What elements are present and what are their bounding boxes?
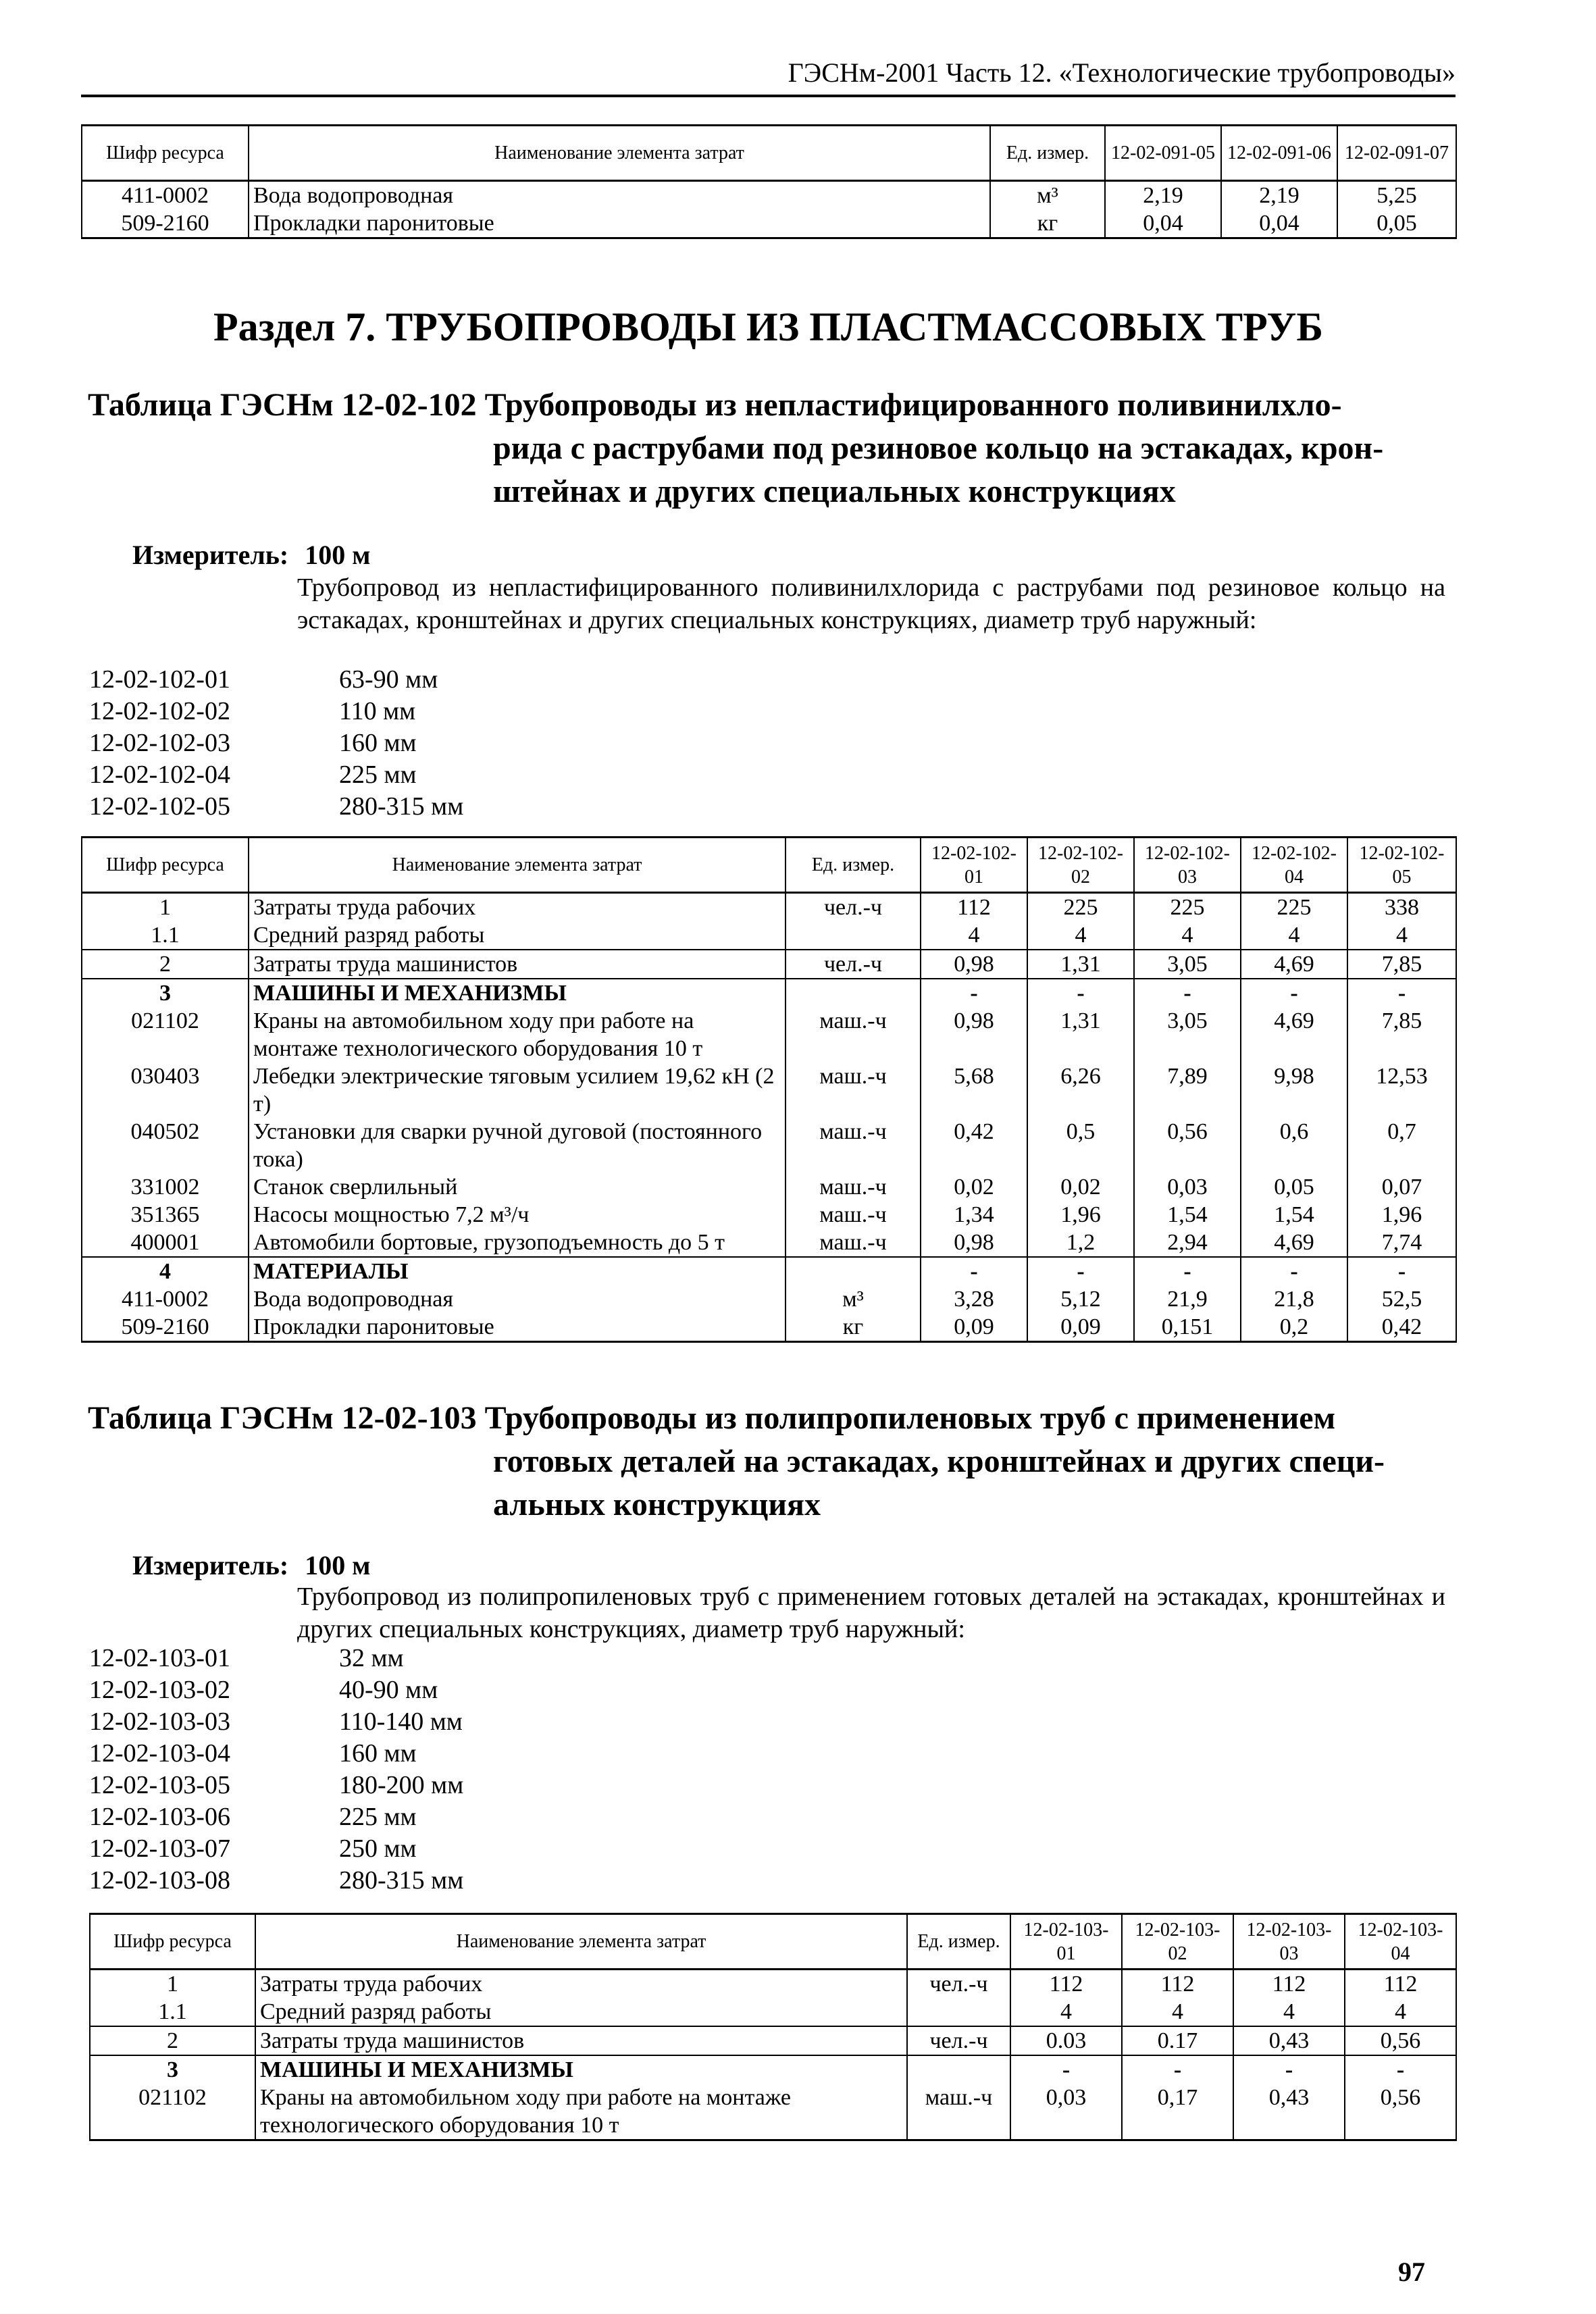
cell-value: 0,02 [1027,1173,1134,1201]
cell-value: 4 [1122,1998,1233,2026]
header-col: 12-02-103-04 [1345,1914,1456,1970]
cell-value: - [1241,1257,1347,1285]
header-col: 12-02-103-03 [1233,1914,1345,1970]
cell-code: 2 [82,950,249,979]
header-unit: Ед. измер. [990,126,1105,181]
header-col: 12-02-091-07 [1337,126,1456,181]
cell-value: 3,05 [1134,950,1241,979]
cell-value: 4 [1347,921,1456,950]
cell-value: 0,42 [921,1118,1027,1173]
cell-value: 1,34 [921,1201,1027,1229]
code: 12-02-102-03 [89,729,230,757]
cell-name: Затраты труда рабочих [249,893,786,922]
cell-unit: маш.-ч [786,1173,921,1201]
table-row [82,1257,1456,1285]
code-value: 110 мм [339,697,416,725]
cell-name: Краны на автомобильном ходу при работе на монтаже технологического оборудования 10 т [255,2084,907,2140]
cell-value: 21,9 [1134,1285,1241,1313]
header-col: 12-02-091-05 [1105,126,1221,181]
cell-value: 1,54 [1134,1201,1241,1229]
cell-code: 4 [82,1257,249,1285]
cell-value: - [1010,2055,1122,2084]
cell-value: 52,5 [1347,1285,1456,1313]
cell-value: 112 [1345,1970,1456,1999]
code-row [89,1674,463,1706]
header-col: 12-02-103-01 [1010,1914,1122,1970]
table-091 [81,124,1457,239]
cell-value: 0,03 [1134,1173,1241,1201]
cell-unit: чел.-ч [786,950,921,979]
cell-value: 0,09 [921,1313,1027,1342]
code-row [89,727,463,759]
header-col: 12-02-102-01 [921,838,1027,893]
table-row [82,1173,1456,1201]
cell-value: - [1347,1257,1456,1285]
code-row [89,791,463,823]
code-value: 280-315 мм [339,792,464,821]
code-row [89,1643,463,1674]
table-102-title [88,384,1459,513]
table-row [82,1285,1456,1313]
code: 12-02-103-02 [89,1676,230,1704]
cell-name: Затраты труда машинистов [255,2026,907,2055]
cell-value: 0,04 [1105,209,1221,238]
cell-value: 0,56 [1134,1118,1241,1173]
table-row [90,2084,1456,2140]
code: 12-02-103-03 [89,1707,230,1736]
cell-value: - [1345,2055,1456,2084]
cell-value: 0,03 [1010,2084,1122,2140]
cell-name: МАШИНЫ И МЕХАНИЗМЫ [249,979,786,1007]
table-row [82,1118,1456,1173]
header-col: 12-02-102-05 [1347,838,1456,893]
cell-value: 0,98 [921,1229,1027,1257]
cell-code: 331002 [82,1173,249,1201]
table-title-line: рида с раструбами под резиновое кольцо на эстакадах, крон- [493,430,1384,466]
cell-value: 3,05 [1134,1007,1241,1062]
cell-unit: чел.-ч [907,2026,1010,2055]
cell-name: Средний разряд работы [255,1998,907,2026]
cell-value: - [921,1257,1027,1285]
cell-value: 4 [1345,1998,1456,2026]
table-row [82,1201,1456,1229]
cell-name: Автомобили бортовые, грузоподъемность до 5 т [249,1229,786,1257]
table-row [82,979,1456,1007]
cell-value: 112 [1010,1970,1122,1999]
code-row [89,1770,463,1801]
header-col: 12-02-091-06 [1221,126,1337,181]
cell-value: 4,69 [1241,1229,1347,1257]
cell-value: 7,89 [1134,1062,1241,1118]
cell-unit: маш.-ч [786,1118,921,1173]
cell-value: 112 [1122,1970,1233,1999]
cell-value: - [1134,1257,1241,1285]
cell-value: 5,12 [1027,1285,1134,1313]
table-row [82,181,1456,210]
code: 12-02-102-04 [89,761,230,789]
cell-unit: м³ [990,181,1105,210]
cell-name: Лебедки электрические тяговым усилием 19,62 кН (2 т) [249,1062,786,1118]
table-title-line: Таблица ГЭСНм 12-02-102 Трубопроводы из непластифицированного поливинилхло- [88,387,1342,423]
cell-value: 4 [1241,921,1347,950]
cell-name: Затраты труда рабочих [255,1970,907,1999]
cell-unit [786,979,921,1007]
measurer [132,539,370,571]
cell-value: 21,8 [1241,1285,1347,1313]
code: 12-02-102-05 [89,792,230,821]
cell-code: 411-0002 [82,181,249,210]
table-row [90,1970,1456,1999]
cell-value: 0.17 [1122,2026,1233,2055]
cell-value: 0,07 [1347,1173,1456,1201]
header-name: Наименование элемента затрат [249,126,990,181]
cell-unit [786,1257,921,1285]
code-value: 160 мм [339,1739,417,1768]
cell-unit: м³ [786,1285,921,1313]
table-row [82,950,1456,979]
cell-value: 1,96 [1347,1201,1456,1229]
table-row [90,1998,1456,2026]
cell-value: - [921,979,1027,1007]
cell-code: 509-2160 [82,1313,249,1342]
table-header-row [90,1914,1456,1970]
code-value: 32 мм [339,1644,404,1672]
cell-value: - [1347,979,1456,1007]
cell-value: - [1241,979,1347,1007]
cell-code: 1.1 [90,1998,255,2026]
table-103 [89,1913,1457,2141]
table-row [82,921,1456,950]
cell-value: 4 [921,921,1027,950]
cell-value: 0,6 [1241,1118,1347,1173]
cell-value: 225 [1134,893,1241,922]
cell-value: 7,74 [1347,1229,1456,1257]
code: 12-02-103-01 [89,1644,230,1672]
cell-value: 4,69 [1241,1007,1347,1062]
cell-value: 0,2 [1241,1313,1347,1342]
cell-value: 112 [921,893,1027,922]
cell-value: 2,19 [1221,181,1337,210]
table-row [82,1062,1456,1118]
cell-value: 0,02 [921,1173,1027,1201]
cell-value: 0,43 [1233,2026,1345,2055]
header-col: 12-02-102-04 [1241,838,1347,893]
cell-name: Насосы мощностью 7,2 м³/ч [249,1201,786,1229]
code: 12-02-103-05 [89,1771,230,1799]
cell-name: Средний разряд работы [249,921,786,950]
cell-value: 3,28 [921,1285,1027,1313]
table-row [82,209,1456,238]
code: 12-02-102-01 [89,665,230,694]
code-value: 110-140 мм [339,1707,463,1736]
cell-value: 2,94 [1134,1229,1241,1257]
code-value: 180-200 мм [339,1771,464,1799]
cell-code: 351365 [82,1201,249,1229]
code-row [89,1706,463,1738]
cell-code: 1 [90,1970,255,1999]
table-body [90,1970,1456,2140]
cell-value: 4,69 [1241,950,1347,979]
cell-value: 0.03 [1010,2026,1122,2055]
code-row [89,1738,463,1770]
cell-value: - [1134,979,1241,1007]
cell-code: 1.1 [82,921,249,950]
cell-value: 5,25 [1337,181,1456,210]
cell-name: МАШИНЫ И МЕХАНИЗМЫ [255,2055,907,2084]
header-unit: Ед. измер. [786,838,921,893]
cell-value: 1,31 [1027,950,1134,979]
cell-code: 3 [90,2055,255,2084]
cell-name: Вода водопроводная [249,1285,786,1313]
cell-unit: маш.-ч [907,2084,1010,2140]
cell-code: 021102 [82,1007,249,1062]
cell-value: 9,98 [1241,1062,1347,1118]
table-body [82,893,1456,1342]
measurer-value: 100 м [305,1550,371,1580]
code-value: 225 мм [339,761,417,789]
cell-code: 030403 [82,1062,249,1118]
cell-unit: маш.-ч [786,1229,921,1257]
code: 12-02-103-04 [89,1739,230,1768]
cell-name: МАТЕРИАЛЫ [249,1257,786,1285]
header-col: 12-02-102-03 [1134,838,1241,893]
cell-name: Прокладки паронитовые [249,1313,786,1342]
code: 12-02-102-02 [89,697,230,725]
cell-unit: маш.-ч [786,1062,921,1118]
cell-value: 1,2 [1027,1229,1134,1257]
cell-code: 400001 [82,1229,249,1257]
code-row [89,1801,463,1833]
table-header-row [82,126,1456,181]
cell-value: 0,5 [1027,1118,1134,1173]
header-unit: Ед. измер. [907,1914,1010,1970]
measurer [132,1549,370,1582]
table-row [82,893,1456,922]
cell-value: 0,17 [1122,2084,1233,2140]
cell-code: 3 [82,979,249,1007]
cell-unit [907,2055,1010,2084]
measurer-description: Трубопровод из полипропиленовых труб с применением готовых деталей на эстакадах, кронштейнах и других специальных конструкциях, диаметр труб наружный: [297,1583,1445,1643]
cell-value: 1,31 [1027,1007,1134,1062]
cell-code: 509-2160 [82,209,249,238]
code-value: 250 мм [339,1834,417,1863]
header-code: Шифр ресурса [82,838,249,893]
cell-unit: маш.-ч [786,1007,921,1062]
page-number: 97 [1398,2257,1425,2287]
header-name: Наименование элемента затрат [255,1914,907,1970]
cell-value: - [1027,979,1134,1007]
header-col: 12-02-103-02 [1122,1914,1233,1970]
table-row [82,1313,1456,1342]
measurer-label: Измеритель: [132,540,289,570]
code-value: 40-90 мм [339,1676,438,1704]
cell-value: 338 [1347,893,1456,922]
table-title-line: Таблица ГЭСНм 12-02-103 Трубопроводы из полипропиленовых труб с применением [88,1400,1336,1436]
cell-name: Прокладки паронитовые [249,209,990,238]
header-rule [81,95,1456,97]
cell-value: 0,42 [1347,1313,1456,1342]
cell-value: 0,04 [1221,209,1337,238]
cell-value: 4 [1134,921,1241,950]
cell-unit: маш.-ч [786,1201,921,1229]
cell-value: 7,85 [1347,950,1456,979]
running-header: ГЭСНм-2001 Часть 12. «Технологические трубопроводы» [788,57,1456,88]
table-title-line: альных конструкциях [493,1487,821,1522]
cell-value: 4 [1233,1998,1345,2026]
cell-code: 1 [82,893,249,922]
cell-value: 1,54 [1241,1201,1347,1229]
code-value: 160 мм [339,729,417,757]
cell-value: 0,43 [1233,2084,1345,2140]
code: 12-02-103-07 [89,1834,230,1863]
cell-code: 040502 [82,1118,249,1173]
cell-value: 0,56 [1345,2026,1456,2055]
table-header-row [82,838,1456,893]
cell-code: 411-0002 [82,1285,249,1313]
table-row [90,2055,1456,2084]
header-code: Шифр ресурса [82,126,249,181]
cell-value: 0,56 [1345,2084,1456,2140]
cell-value: - [1027,1257,1134,1285]
cell-unit: кг [786,1313,921,1342]
code: 12-02-103-06 [89,1803,230,1831]
table-row [90,2026,1456,2055]
cell-value: 225 [1027,893,1134,922]
cell-unit: чел.-ч [907,1970,1010,1999]
cell-value: 225 [1241,893,1347,922]
table-102 [81,836,1457,1343]
cell-value: - [1233,2055,1345,2084]
cell-name: Краны на автомобильном ходу при работе на монтаже технологического оборудования 10 т [249,1007,786,1062]
cell-value: 1,96 [1027,1201,1134,1229]
header-name: Наименование элемента затрат [249,838,786,893]
cell-code: 021102 [90,2084,255,2140]
code-value: 63-90 мм [339,665,438,694]
cell-value: 0,151 [1134,1313,1241,1342]
cell-value: 7,85 [1347,1007,1456,1062]
cell-value: 2,19 [1105,181,1221,210]
cell-unit: чел.-ч [786,893,921,922]
cell-name: Вода водопроводная [249,181,990,210]
code-value: 225 мм [339,1803,417,1831]
code: 12-02-103-08 [89,1866,230,1895]
cell-value: 0,98 [921,950,1027,979]
section-title: Раздел 7. ТРУБОПРОВОДЫ ИЗ ПЛАСТМАССОВЫХ ТРУБ [213,305,1324,349]
cell-value: 4 [1027,921,1134,950]
cell-unit: кг [990,209,1105,238]
cell-value: 4 [1010,1998,1122,2026]
table-title-line: штейнах и других специальных конструкциях [493,473,1176,509]
cell-value: 0,05 [1337,209,1456,238]
table-103-title [88,1397,1459,1526]
code-list [89,664,463,823]
cell-name: Установки для сварки ручной дуговой (постоянного тока) [249,1118,786,1173]
code-row [89,696,463,727]
cell-value: 5,68 [921,1062,1027,1118]
header-code: Шифр ресурса [90,1914,255,1970]
cell-unit [786,921,921,950]
measurer-label: Измеритель: [132,1550,289,1580]
cell-value: 0,05 [1241,1173,1347,1201]
cell-value: 112 [1233,1970,1345,1999]
code-list [89,1643,463,1897]
cell-value: 6,26 [1027,1062,1134,1118]
code-row [89,759,463,791]
code-row [89,664,463,696]
cell-code: 2 [90,2026,255,2055]
table-row [82,1007,1456,1062]
header-col: 12-02-102-02 [1027,838,1134,893]
code-value: 280-315 мм [339,1866,464,1895]
measurer-description: Трубопровод из непластифицированного поливинилхлорида с раструбами под резиновое кольцо на эстакадах, кронштейнах и других специальных конструкциях, диаметр труб наружный: [297,573,1445,634]
cell-value: 0,09 [1027,1313,1134,1342]
table-title-line: готовых деталей на эстакадах, кронштейнах и других специ- [493,1443,1385,1479]
cell-unit [907,1998,1010,2026]
measurer-value: 100 м [305,540,371,570]
cell-value: 0,7 [1347,1118,1456,1173]
cell-value: 12,53 [1347,1062,1456,1118]
code-row [89,1833,463,1865]
cell-name: Станок сверлильный [249,1173,786,1201]
cell-value: - [1122,2055,1233,2084]
table-row [82,1229,1456,1257]
cell-name: Затраты труда машинистов [249,950,786,979]
code-row [89,1865,463,1897]
cell-value: 0,98 [921,1007,1027,1062]
